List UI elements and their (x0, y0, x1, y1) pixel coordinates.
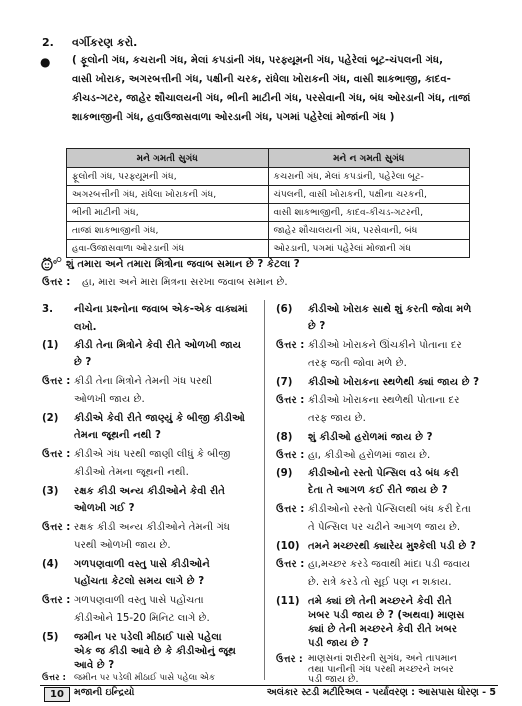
table-cell: અગરબત્તીની ગંધ, રાંધેલા ખોરાકની ગંધ, (67, 186, 269, 204)
table-cell: જાહેર શૌચાલયની ગંધ, પરસેવાની, બંધ (268, 222, 470, 240)
answer-label: ઉત્તર : (42, 522, 71, 533)
answer-label: ઉત્તર : (42, 595, 71, 606)
question-text: ગળપણવાળી વસ્તુ પાસે કીડીઓને (74, 559, 210, 570)
question-text: કીડી તેના મિત્રોને કેવી રીતે ઓળખી જાય (74, 340, 242, 351)
intro-line-1: ( ફૂલોની ગંધ, કચરાની ગંધ, મેલાં કપડાંની ગંધ, પરફ્યૂમની ગંધ, પહેરેલાં બૂટ-ચંપલની ગંધ, (72, 55, 444, 66)
answer-label: ઉત્તર : (276, 450, 305, 461)
smell-table (66, 148, 470, 258)
answer-text: કીડીઓને 15-20 મિનિટ લાગે છે. (74, 613, 210, 624)
table-row (67, 186, 470, 204)
answer-label: ઉત્તર : (42, 449, 71, 460)
answer-text: કીડીઓ ખોરાકના સ્થળેથી પોતાના દર (308, 395, 460, 406)
question-text: ઓળખી ગઈ ? (74, 503, 135, 514)
answer-text: કીડીઓ તેમના જૂથની નથી. (74, 467, 189, 478)
answer-text: હા, કીડીઓ હરોળમાં જાય છે. (308, 450, 431, 461)
answer-text: કીડીઓ ખોરાકને ઊંચકીને પોતાના દર (308, 340, 462, 351)
question-number: (6) (276, 304, 293, 315)
table-cell: ભીની માટીની ગંધ, (67, 204, 269, 222)
answer-text: હા,મચ્છર કરડે જવાથી માંદા પડી જવાય (308, 559, 471, 570)
table-row (67, 204, 470, 222)
answer-text: તથા પાનીની ગંધ પરથી મચ્છરને ખબર (308, 664, 454, 675)
answer-label: ઉત્તર : (42, 376, 71, 387)
table-header-disliked: મને ન ગમતી સુગંધ (268, 149, 470, 168)
question-number: (2) (42, 413, 59, 424)
answer-text: ઓળખી જાય છે. (74, 394, 145, 405)
question-number: (4) (42, 559, 59, 570)
page-footer (40, 685, 498, 701)
answer-text: પરથી ઓળખી જાય છે. (74, 540, 171, 551)
answer-text: તે પેન્સિલ પર ચઢીને આગળ જાય છે. (308, 522, 461, 533)
question-text: તમે ક્યાં છો તેની મચ્છરને કેવી રીતે (308, 596, 452, 607)
question-text: છે ? (308, 321, 326, 332)
answer-text: તરફ જાય છે. (308, 413, 366, 424)
answer-text: ગળપણવાળી વસ્તુ પાસે પહોંચતા (74, 595, 204, 606)
question-number: (10) (276, 541, 300, 552)
answer-text: કીડી તેના મિત્રોને તેમની ગંધ પરથી (74, 376, 213, 387)
table-row (67, 168, 470, 186)
column-divider (264, 300, 265, 680)
question-number: (7) (276, 377, 293, 388)
table-cell: ચંપલની, વાસી ખોરાકની, પક્ષીના ચરકની, (268, 186, 470, 204)
table-cell: તાજાં શાકભાજીની ગંધ, (67, 222, 269, 240)
question-number: (8) (276, 432, 293, 443)
answer-text: જમીન પર પડેલી મીઠાઈ પાસે પહેલા એક (74, 673, 216, 683)
table-header-row (67, 149, 470, 168)
intro-line-3: કીચડ-ગટર, જાહેર શૌચાલયની ગંધ, ભીની માટીની ગંધ, પરસેવાની ગંધ, બંધ ઓરડાની ગંધ, તાજાં (72, 93, 471, 104)
answer-label: ઉત્તર : (42, 277, 71, 288)
question-text: આવે છે ? (74, 660, 115, 671)
question-number: (3) (42, 486, 59, 497)
question-text: છે ? (74, 357, 92, 368)
section-title: વર્ગીકરણ કરો. (72, 36, 138, 49)
intro-line-4: શાકભાજીની ગંધ, હવાઉજાસવાળા ઓરડાની ગંધ, પગમાં પહેરેલાં મોજાંની ગંધ ) (72, 112, 395, 123)
answer-label: ઉત્તર : (276, 395, 305, 406)
question-text: કીડીઓનો રસ્તો પેન્સિલ વડે બંધ કરી (308, 468, 459, 479)
section3-number: 3. (42, 304, 53, 315)
intro-line-2: વાસી ખોરાક, અગરબત્તીની ગંધ, પક્ષીની ચરક, રાંધેલા ખોરાકની ગંધ, વાસી શાકભાજી, કાદવ- (72, 74, 451, 85)
question-text: રક્ષક કીડી અન્ય કીડીઓને કેવી રીતે (74, 486, 225, 497)
question-number: (5) (42, 632, 59, 643)
question-text: તમને મચ્છરથી ક્યારેય મુશ્કેલી પડી છે ? (308, 541, 476, 552)
question-text: કીડીઓ ખોરાક સાથે શું કરતી જોવા મળે (308, 304, 472, 315)
question-text: પહોંચતા કેટલો સમય લાગે છે ? (74, 576, 205, 587)
answer-text: કીડીએ ગંધ પરથી જાણી લીધું કે બીજી (74, 449, 231, 460)
table-cell: કચરાની ગંધ, મેલાં કપડાંની, પહેરેલા બૂટ- (268, 168, 470, 186)
answer-label: ઉત્તર : (42, 673, 66, 683)
section3-title-line2: લખો. (74, 322, 97, 333)
question-text: જમીન પર પડેલી મીઠાઈ પાસે પહેલા (74, 632, 222, 643)
table-cell: હવા-ઉજાસવાળા ઓરડાની ગંધ (67, 240, 269, 258)
question-text: એક જ કીડી આવે છે કે કીડીઓનું જૂથ (74, 646, 237, 657)
answer-text: પડી જાય છે. (308, 674, 359, 685)
footer-chapter: મજાની ઇન્દ્રિયો (74, 687, 135, 698)
question-number: (9) (276, 468, 293, 479)
table-cell: વાસી શાકભાજીની, કાદવ-કીચડ-ગટરની, (268, 204, 470, 222)
table-cell: ઓરડાની, પગમાં પહેરેલાં મોજાની ગંધ (268, 240, 470, 258)
section-number: 2. (42, 36, 54, 49)
answer-text: રક્ષક કીડી અન્ય કીડીઓને તેમની ગંધ (74, 522, 231, 533)
thinking-kid-icon (40, 257, 62, 273)
answer-text: તરફ જતી જોવા મળે છે. (308, 358, 407, 369)
question-text: ખબર પડી જાય છે ? (અથવા) માણસ (308, 610, 465, 621)
question-text: ક્યાં છે તેની મચ્છરને કેવી રીતે ખબર (308, 624, 458, 635)
answer-label: ઉત્તર : (276, 559, 305, 570)
discussion-answer: હા, મારા અને મારા મિત્રના સરખા જવાબ સમાન છે. (82, 277, 288, 288)
table-header-liked: મને ગમતી સુગંધ (67, 149, 269, 168)
answer-text: કીડીઓનો રસ્તો પેન્સિલથી બંધ કરી દેતા (308, 504, 471, 515)
section3-title-line1: નીચેના પ્રશ્નોના જવાબ એક-એક વાક્યમાં (74, 304, 248, 315)
answer-label: ઉત્તર : (276, 340, 305, 351)
bullet-icon: ● (40, 55, 51, 69)
question-text: કીડીઓ ખોરાકના સ્થળેથી ક્યાં જાય છે ? (308, 377, 480, 388)
page-number: 10 (44, 687, 70, 702)
answer-text: છે. રાત્રે કરડે તો સૂઈ પણ ન શકાય. (308, 577, 452, 588)
table-row (67, 240, 470, 258)
question-text: તેમના જૂથની નથી ? (74, 430, 161, 441)
question-text: પડી જાય છે ? (308, 638, 369, 649)
question-text: શું કીડીઓ હરોળમાં જાય છે ? (308, 432, 433, 443)
answer-label: ઉત્તર : (276, 504, 305, 515)
question-number: (11) (276, 596, 300, 607)
discussion-question: શું તમારા અને તમારા મિત્રોના જવાબ સમાન છે ? કેટલા ? (66, 259, 300, 270)
question-number: (1) (42, 340, 59, 351)
answer-label: ઉત્તર : (276, 654, 303, 665)
answer-text: માણસનાં શરીરની સુગંધ, અને તાપમાન (308, 653, 457, 664)
footer-publisher: અલંકાર સ્ટડી મટીરિઅલ - પર્યાવરણ : આસપાસ ધોરણ - 5 (266, 687, 496, 698)
table-cell: ફૂલોની ગંધ, પરફ્યૂમની ગંધ, (67, 168, 269, 186)
question-text: કીડીએ કેવી રીતે જાણ્યું કે બીજી કીડીઓ (74, 413, 246, 424)
question-text: દેતા તે આગળ કઈ રીતે જાય છે ? (308, 485, 448, 496)
table-row (67, 222, 470, 240)
